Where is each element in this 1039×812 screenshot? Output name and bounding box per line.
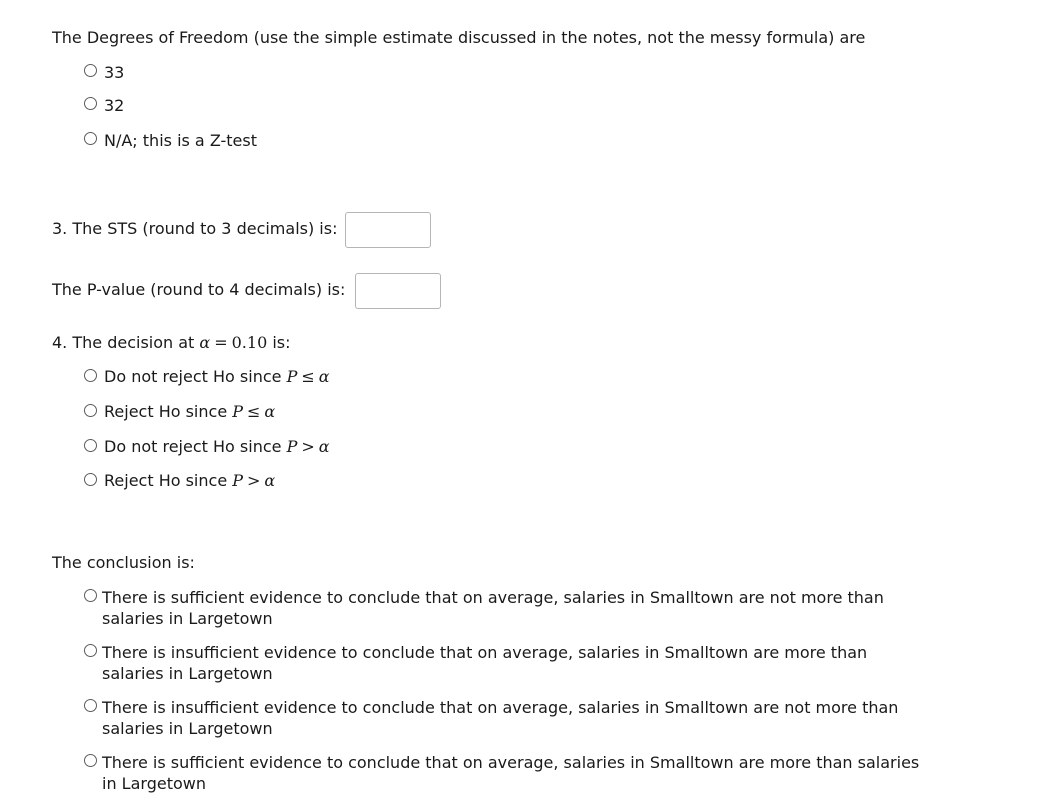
alpha-symbol: α [199, 333, 211, 352]
pvalue-label: The P-value (round to 4 decimals) is: [52, 280, 346, 299]
decision-option-4-radio[interactable] [84, 473, 97, 486]
le-symbol: ≤ [247, 402, 261, 421]
pvalue-input[interactable] [355, 273, 441, 309]
alpha-symbol: α [264, 471, 276, 490]
conclusion-option-4-label: There is sufficient evidence to conclude that on average, salaries in Smalltown are more than salaries in Largetown [102, 753, 920, 793]
sts-input[interactable] [345, 212, 431, 248]
le-symbol: ≤ [301, 367, 315, 386]
conclusion-option-1-radio[interactable] [84, 589, 97, 602]
conclusion-option-2-radio[interactable] [84, 644, 97, 657]
p-symbol: P [286, 437, 298, 456]
decision-option-3-text: Do not reject Ho since [104, 437, 282, 456]
decision-option-1-radio[interactable] [84, 369, 97, 382]
p-symbol: P [286, 367, 298, 386]
sts-label: 3. The STS (round to 3 decimals) is: [52, 219, 338, 238]
df-question: The Degrees of Freedom (use the simple estimate discussed in the notes, not the messy formula) are [52, 28, 866, 47]
df-option-33-label: 33 [104, 63, 125, 82]
df-option-32-radio[interactable] [84, 97, 97, 110]
decision-suffix: is: [272, 333, 291, 352]
p-symbol: P [232, 402, 244, 421]
gt-symbol: > [247, 471, 261, 490]
conclusion-option-3-radio[interactable] [84, 699, 97, 712]
decision-option-3-label [104, 437, 330, 457]
decision-option-1-text: Do not reject Ho since [104, 367, 282, 386]
decision-option-1-label [104, 367, 330, 387]
alpha-symbol: α [318, 367, 330, 386]
df-option-33-radio[interactable] [84, 64, 97, 77]
decision-option-2-label [104, 402, 275, 422]
conclusion-option-3-label: There is insufficient evidence to conclude that on average, salaries in Smalltown are not more than salaries in Largetown [102, 698, 899, 738]
decision-question [52, 333, 291, 353]
alpha-symbol: α [318, 437, 330, 456]
decision-option-4-label [104, 471, 275, 491]
conclusion-option-4-radio[interactable] [84, 754, 97, 767]
df-option-na-radio[interactable] [84, 132, 97, 145]
alpha-symbol: α [264, 402, 276, 421]
decision-option-2-text: Reject Ho since [104, 402, 228, 421]
conclusion-option-1-label: There is sufficient evidence to conclude that on average, salaries in Smalltown are not more than salaries in Largetown [102, 588, 884, 628]
decision-option-3-radio[interactable] [84, 439, 97, 452]
decision-prefix: 4. The decision at [52, 333, 195, 352]
df-option-32-label: 32 [104, 96, 125, 115]
equals-symbol: = [214, 333, 228, 352]
decision-option-4-text: Reject Ho since [104, 471, 228, 490]
conclusion-label: The conclusion is: [52, 553, 195, 572]
conclusion-option-2-label: There is insufficient evidence to conclude that on average, salaries in Smalltown are more than salaries in Largetown [102, 643, 868, 683]
df-option-na-label: N/A; this is a Z-test [104, 131, 257, 150]
decision-option-2-radio[interactable] [84, 404, 97, 417]
p-symbol: P [232, 471, 244, 490]
gt-symbol: > [301, 437, 315, 456]
alpha-value: 0.10 [231, 333, 268, 352]
